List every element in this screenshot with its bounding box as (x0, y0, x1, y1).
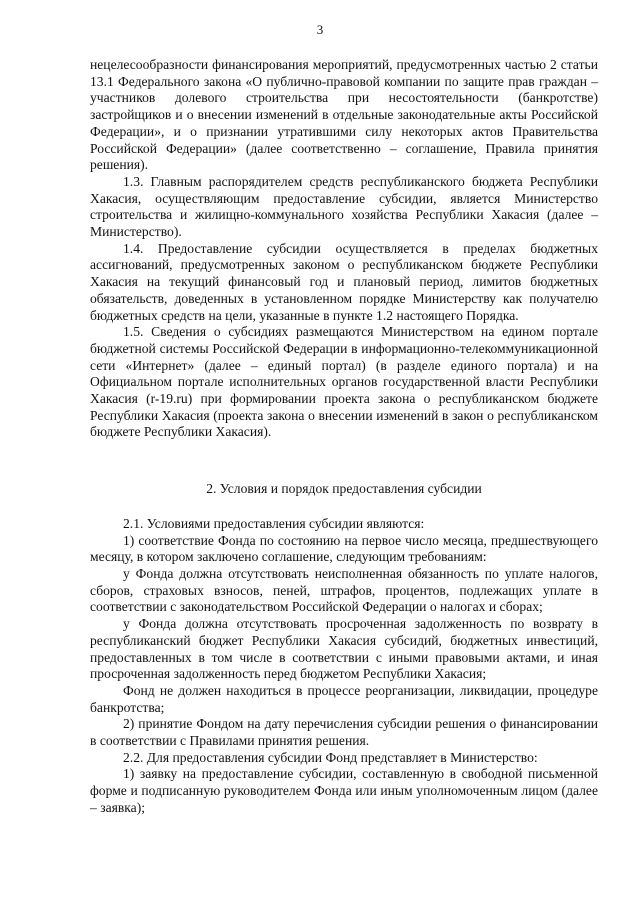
paragraph-2-2: 2.2. Для предоставления субсидии Фонд представляет в Министерство: (123, 749, 538, 765)
paragraph-1-3: 1.3. Главным распорядителем средств республиканского бюджета Республики Хакасия, осуществляющим предоставление субсидии, является Министерство строительства и жилищно-коммунального хозяйства Республики Хакасия (далее – Министерство). (90, 173, 598, 240)
paragraph-condition-1: 1) соответствие Фонда по состоянию на первое число месяца, предшествующего месяцу, в котором заключено соглашение, следующим требованиям: (90, 532, 598, 565)
paragraph-requirement-reorganization: Фонд не должен находиться в процессе реорганизации, ликвидации, процедуре банкротства; (90, 682, 598, 715)
paragraph-application: 1) заявку на предоставление субсидии, составленную в свободной письменной форме и подписанную руководителем Фонда или иным уполномоченным лицом (далее – заявка); (90, 766, 598, 815)
section-heading: 2. Условия и порядок предоставления субсидии (206, 481, 482, 497)
paragraph-requirement-taxes: у Фонда должна отсутствовать неисполненная обязанность по уплате налогов, сборов, страховых взносов, пеней, штрафов, процентов, подлежащих уплате в соответствии с законодательством Российской Федерации о налогах и сборах; (90, 565, 598, 615)
paragraph-2-1: 2.1. Условиями предоставления субсидии являются: (123, 515, 425, 531)
page-number: 3 (316, 22, 324, 37)
paragraph-1-4: 1.4. Предоставление субсидии осуществляется в пределах бюджетных ассигнований, предусмотренных законом о республиканском бюджете Республики Хакасия на текущий финансовый год и плановый период, лимитов бюджетных обязательств, доведенных в установленном порядке Министерству как получателю бюджетных средств на цели, указанные в пункте 1.2 настоящего Порядка. (90, 240, 598, 323)
paragraph-1-5: 1.5. Сведения о субсидиях размещаются Министерством на едином портале бюджетной системы Российской Федерации в информационно-телекоммуникационной сети «Интернет» (далее – единый портал) (в разделе единого портала) и на Официальном портале исполнительных органов государственной власти Республики Хакасия (r-19.ru) при формировании проекта закона о республиканском бюджете Республики Хакасия (проекта закона о внесении изменений в закон о республиканском бюджете Республики Хакасия). (90, 324, 598, 440)
paragraph-continuation: нецелесообразности финансирования мероприятий, предусмотренных частью 2 статьи 13.1 Федерального закона «О публично-правовой компании по защите прав граждан – участников долевого строительства при несостоятельности (банкротстве) застройщиков и о внесении изменений в отдельные законодательные акты Российской Федерации», и о признании утратившими силу некоторых актов Правительства Российской Федерации» (далее соответственно – соглашение, Правила принятия решения). (90, 57, 598, 173)
document-body (90, 57, 598, 817)
paragraph-requirement-debt: у Фонда должна отсутствовать просроченная задолженность по возврату в республиканский бюджет Республики Хакасия субсидий, бюджетных инвестиций, предоставленных в том числе в соответствии с иными правовыми актами, и иная просроченная задолженность перед бюджетом Республики Хакасия; (90, 616, 598, 682)
paragraph-condition-2: 2) принятие Фондом на дату перечисления субсидии решения о финансировании в соответствии с Правилами принятия решения. (90, 716, 598, 749)
